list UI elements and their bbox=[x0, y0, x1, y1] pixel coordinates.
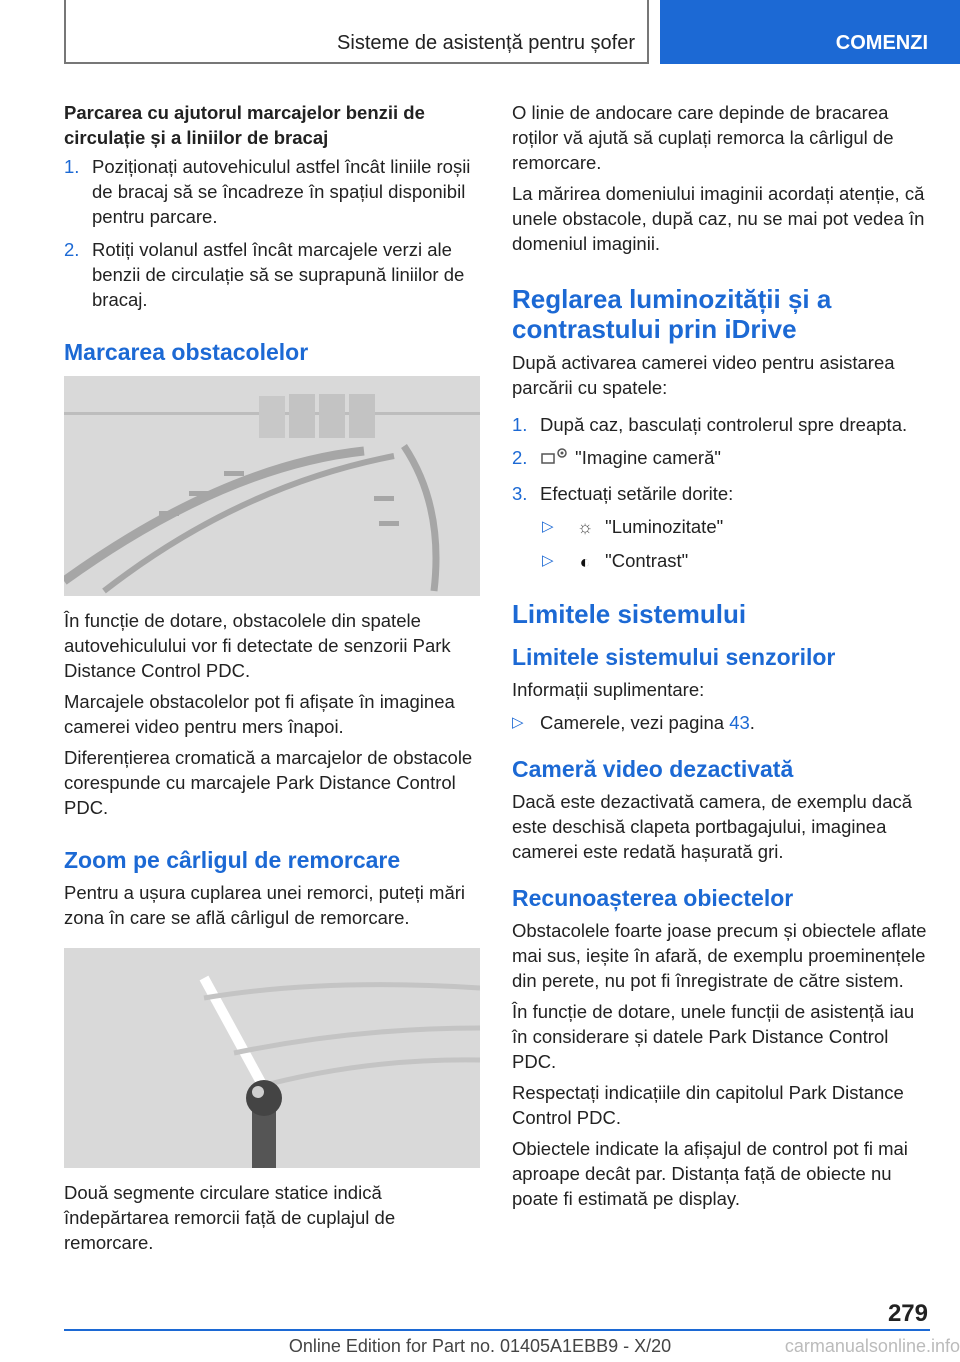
paragraph: Pentru a ușura cuplarea unei remorci, puteți mări zona în care se află cârligul de remorcare. bbox=[64, 882, 466, 928]
heading-zoom: Zoom pe cârligul de remorcare bbox=[64, 847, 401, 873]
header-box bbox=[64, 0, 649, 64]
step-text: "Imagine cameră" bbox=[575, 447, 721, 468]
header-title: Sisteme de asistență pentru șofer bbox=[337, 32, 635, 54]
paragraph: În funcție de dotare, unele funcții de asistență iau în considerare și datele Park Distance Control PDC. bbox=[512, 1000, 915, 1072]
step-text: Efectuați setările dorite: bbox=[540, 482, 734, 504]
watermark: carmanualsonline.info bbox=[784, 1336, 960, 1356]
paragraph: Obiectele indicate la afișajul de control pot fi mai aproape decât par. Distanța față de obiecte nu poate fi estimată pe display. bbox=[512, 1137, 908, 1209]
section-tab[interactable] bbox=[660, 0, 960, 64]
bullet-item bbox=[512, 710, 930, 735]
sub-bullet-text: "Contrast" bbox=[605, 550, 689, 572]
step-item bbox=[64, 237, 484, 312]
heading-camera-off: Cameră video dezactivată bbox=[512, 755, 794, 782]
page-link[interactable]: 43 bbox=[729, 711, 750, 733]
paragraph: Obstacolele foarte joase precum și obiectele aflate mai sus, ieșite în afară, de exemplu proeminențele din perete, nu pot fi înregistrate de către sistem. bbox=[512, 919, 927, 991]
subhead-parking: Parcarea cu ajutorul marcajelor benzii de circulație și a liniilor de bracaj bbox=[64, 102, 425, 148]
paragraph: În funcție de dotare, obstacolele din spatele autovehiculului vor fi detectate de senzorii Park Distance Control PDC. bbox=[64, 610, 451, 681]
step-text: După caz, basculați controlerul spre dreapta. bbox=[540, 414, 908, 435]
step-item bbox=[512, 412, 930, 437]
heading-sensor-limits: Limitele sistemului senzorilor bbox=[512, 643, 836, 670]
paragraph: Marcajele obstacolelor pot fi afișate în imaginea camerei video pentru mers înapoi. bbox=[64, 691, 455, 737]
footer-divider bbox=[64, 1329, 930, 1331]
step-number: 2. bbox=[64, 239, 80, 260]
sub-bullet bbox=[512, 514, 930, 541]
bullet-triangle-icon: ▷ bbox=[542, 517, 554, 535]
section-tab-label: COMENZI bbox=[835, 32, 928, 54]
paragraph: La mărirea domeniului imaginii acordați atenție, că unele obstacole, după caz, nu se mai pot vedea în domeniul imaginii. bbox=[512, 183, 925, 254]
right-column bbox=[512, 100, 930, 1217]
paragraph: Dacă este dezactivată camera, de exemplu dacă este deschisă clapeta portbagajului, imaginea camerei este redată hașurată gri. bbox=[512, 790, 913, 862]
paragraph: Respectați indicațiile din capitolul Park Distance Control PDC. bbox=[512, 1081, 904, 1128]
bullet-triangle-icon: ▷ bbox=[542, 552, 554, 570]
step-item bbox=[64, 154, 484, 229]
left-column bbox=[64, 100, 484, 1261]
heading-obstacles: Marcarea obstacolelor bbox=[64, 339, 309, 365]
bullet-text: Camerele, vezi pagina bbox=[540, 711, 730, 733]
page-number: 279 bbox=[887, 1300, 928, 1327]
bullet-triangle-icon: ▷ bbox=[512, 713, 524, 731]
step-number: 3. bbox=[512, 482, 528, 504]
paragraph: Diferențierea cromatică a marcajelor de obstacole corespunde cu marcajele Park Distance Control PDC. bbox=[64, 747, 473, 818]
trailer-hitch-zoom-image bbox=[64, 948, 480, 1168]
heading-recognition: Recunoașterea obiectelor bbox=[512, 884, 794, 911]
figure-caption: Două segmente circulare statice indică îndepărtarea remorcii față de cuplajul de remorcare. bbox=[64, 1182, 396, 1253]
obstacle-marking-image bbox=[64, 376, 480, 596]
bullet-suffix: . bbox=[749, 711, 755, 733]
paragraph: O linie de andocare care depinde de bracarea roților vă ajută să cuplați remorca la cârligul de remorcare. bbox=[512, 102, 894, 173]
brightness-icon: ☼ bbox=[576, 517, 594, 538]
paragraph: După activarea camerei video pentru asistarea parcării cu spatele: bbox=[512, 352, 895, 398]
contrast-icon: ◐ bbox=[579, 551, 591, 572]
step-number: 2. bbox=[512, 447, 528, 468]
edition-note: Online Edition for Part no. 01405A1EBB9 - X/20 bbox=[288, 1336, 672, 1356]
step-number: 1. bbox=[512, 414, 528, 435]
sub-bullet-text: "Luminozitate" bbox=[605, 515, 724, 537]
step-text: Rotiți volanul astfel încât marcajele verzi ale benzii de circulație să se suprapună liniilor de bracaj. bbox=[92, 239, 465, 310]
sub-bullet bbox=[512, 548, 930, 575]
heading-limits: Limitele sistemului bbox=[512, 598, 747, 629]
step-text: Poziționați autovehiculul astfel încât liniile roșii de bracaj să se încadreze în spațiul disponibil pentru parcare. bbox=[92, 156, 471, 227]
heading-brightness: Reglarea luminozității și a contrastului prin iDrive bbox=[512, 284, 832, 344]
paragraph: Informații suplimentare: bbox=[512, 678, 705, 700]
camera-settings-icon bbox=[540, 446, 570, 473]
step-item bbox=[512, 445, 930, 473]
step-item bbox=[512, 481, 930, 506]
step-number: 1. bbox=[64, 156, 80, 177]
